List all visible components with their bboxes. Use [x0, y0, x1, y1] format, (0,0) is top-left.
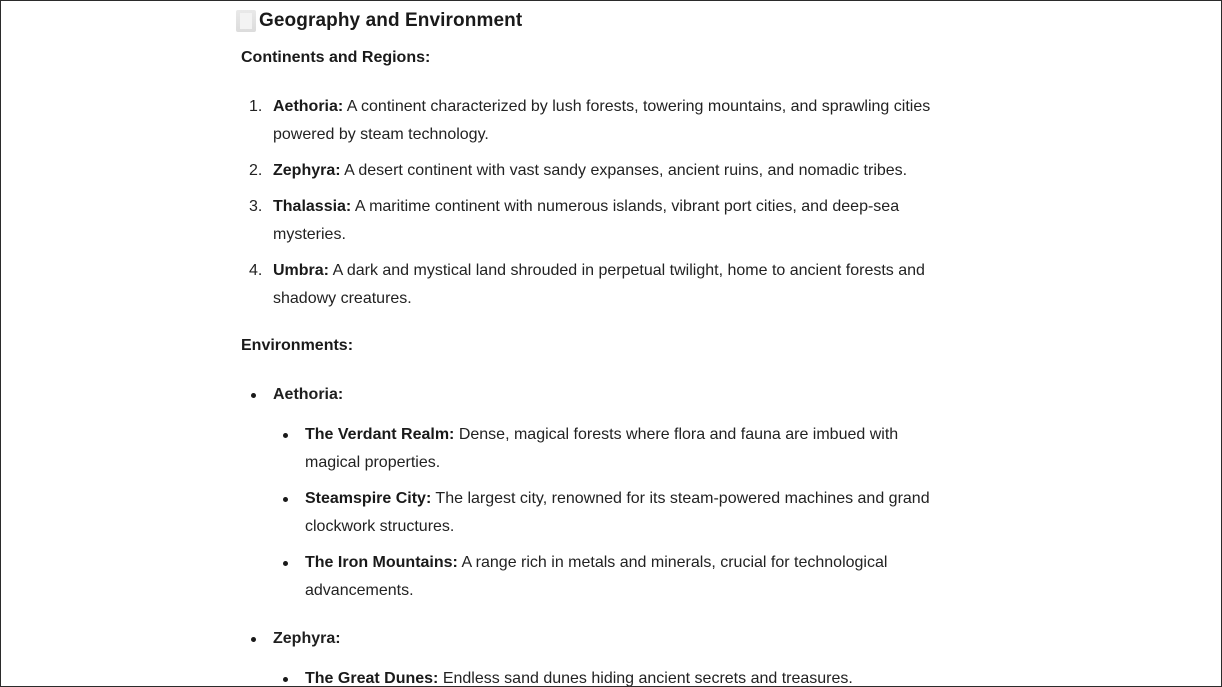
environment-name: The Iron Mountains: [305, 554, 458, 571]
region-environments [273, 665, 953, 687]
continent-name: Zephyra: [273, 162, 341, 179]
bullet-icon [251, 637, 256, 642]
environment-description: The largest city, renowned for its steam-powered machines and grand clockwork structures. [305, 490, 930, 535]
list-item [273, 421, 953, 477]
page-title-row [236, 9, 522, 33]
environment-description: Dense, magical forests where flora and fauna are imbued with magical properties. [305, 426, 899, 471]
environment-description: Endless sand dunes hiding ancient secrets and treasures. [442, 670, 853, 687]
region-item [241, 625, 953, 687]
list-item: 3. Thalassia: A maritime continent with numerous islands, vibrant port cities, and deep-sea mysteries. [249, 198, 900, 243]
list-item [273, 665, 953, 687]
region-environments [273, 421, 953, 605]
list-item: 1. Aethoria: A continent characterized by lush forests, towering mountains, and sprawling cities powered by steam technology. [249, 98, 931, 143]
continent-description: A dark and mystical land shrouded in perpetual twilight, home to ancient forests and shadowy creatures. [273, 262, 925, 307]
bullet-icon [283, 497, 288, 502]
list-item [273, 485, 953, 541]
bullet-icon [283, 561, 288, 566]
environment-name: Steamspire City: [305, 490, 432, 507]
continent-description: A continent characterized by lush forests, towering mountains, and sprawling cities powered by steam technology. [273, 98, 931, 143]
list-item [273, 549, 953, 605]
continents-heading: Continents and Regions: [241, 49, 431, 66]
environments-heading: Environments: [241, 337, 354, 354]
environment-description: A range rich in metals and minerals, crucial for technological advancements. [305, 554, 888, 599]
environment-name: The Great Dunes: [305, 670, 439, 687]
continent-description: A desert continent with vast sandy expanses, ancient ruins, and nomadic tribes. [344, 162, 908, 179]
list-item: 2. Zephyra: A desert continent with vast sandy expanses, ancient ruins, and nomadic tribes. [249, 162, 908, 179]
list-item: 4. Umbra: A dark and mystical land shrouded in perpetual twilight, home to ancient forests and shadowy creatures. [249, 262, 925, 307]
bullet-icon [283, 677, 288, 682]
bullet-icon [251, 393, 256, 398]
bullet-icon [283, 433, 288, 438]
continent-name: Umbra: [273, 262, 330, 279]
environment-name: The Verdant Realm: [305, 426, 455, 443]
continent-description: A maritime continent with numerous islands, vibrant port cities, and deep-sea mysteries. [273, 198, 900, 243]
continent-name: Aethoria: [273, 98, 344, 115]
region-name: Zephyra: [273, 630, 341, 647]
page-title: Geography and Environment [259, 10, 523, 31]
continents-list [241, 93, 953, 321]
region-item [241, 381, 953, 605]
region-name: Aethoria: [273, 386, 344, 403]
environments-list [241, 381, 953, 687]
page-icon [236, 10, 256, 32]
continent-name: Thalassia: [273, 198, 352, 215]
